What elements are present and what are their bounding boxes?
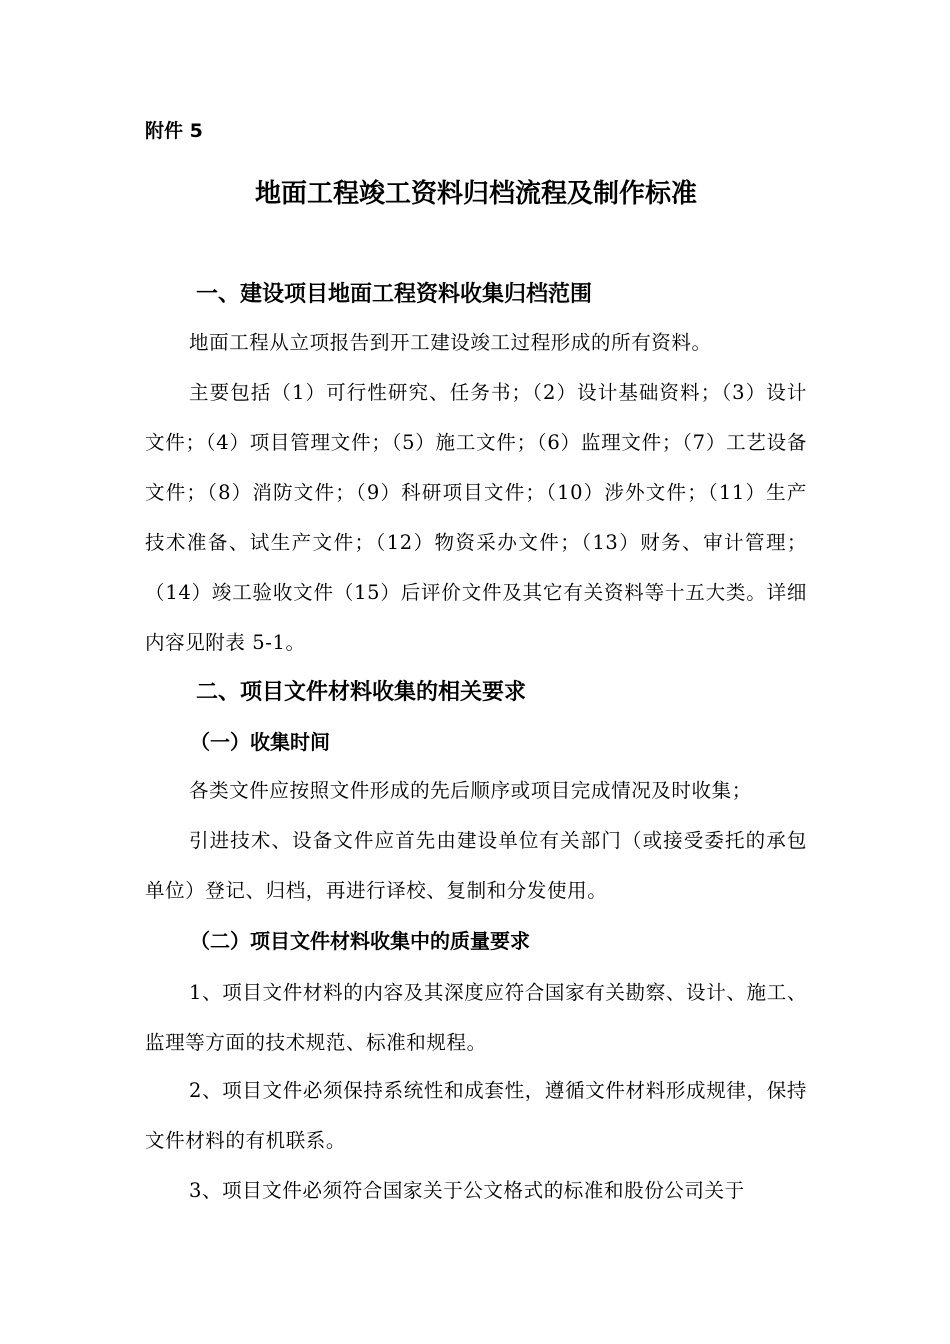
subsection-2-heading: （二）项目文件材料收集中的质量要求 bbox=[190, 929, 530, 953]
document-title: 地面工程竣工资料归档流程及制作标准 bbox=[254, 179, 697, 209]
subsection-2-paragraph-2: 2、项目文件必须保持系统性和成套性，遵循文件材料形成规律，保持文件材料的有机联系。 bbox=[145, 1079, 807, 1152]
section-2-heading: 二、项目文件材料收集的相关要求 bbox=[196, 680, 527, 705]
attachment-label: 附件 5 bbox=[145, 120, 203, 142]
subsection-1-heading: （一）收集时间 bbox=[190, 730, 330, 754]
section-1-heading: 一、建设项目地面工程资料收集归档范围 bbox=[196, 282, 593, 307]
subsection-2-paragraph-3: 3、项目文件必须符合国家关于公文格式的标准和股份公司关于 bbox=[189, 1179, 745, 1202]
section-1-paragraph-2: 主要包括（1）可行性研究、任务书；（2）设计基础资料；（3）设计文件；（4）项目管理文件；（5）施工文件；（6）监理文件；（7）工艺设备文件；（8）消防文件；（9）科研项目文件；（10）涉外文件；（11）生产技术准备、试生产文件；（12）物资采办文件；（13）财务、审计管理；（14）竣工验收文件（15）后评价文件及其它有关资料等十五大类。详细内容见附表 5-1。 bbox=[145, 381, 807, 654]
subsection-2-paragraph-1: 1、项目文件材料的内容及其深度应符合国家有关勘察、设计、施工、监理等方面的技术规范、标准和规程。 bbox=[145, 981, 807, 1054]
subsection-1-paragraph-2: 引进技术、设备文件应首先由建设单位有关部门（或接受委托的承包单位）登记、归档，再进行译校、复制和分发使用。 bbox=[145, 829, 807, 902]
subsection-1-paragraph-1: 各类文件应按照文件形成的先后顺序或项目完成情况及时收集； bbox=[189, 779, 752, 802]
section-1-paragraph-1: 地面工程从立项报告到开工建设竣工过程形成的所有资料。 bbox=[189, 331, 712, 354]
